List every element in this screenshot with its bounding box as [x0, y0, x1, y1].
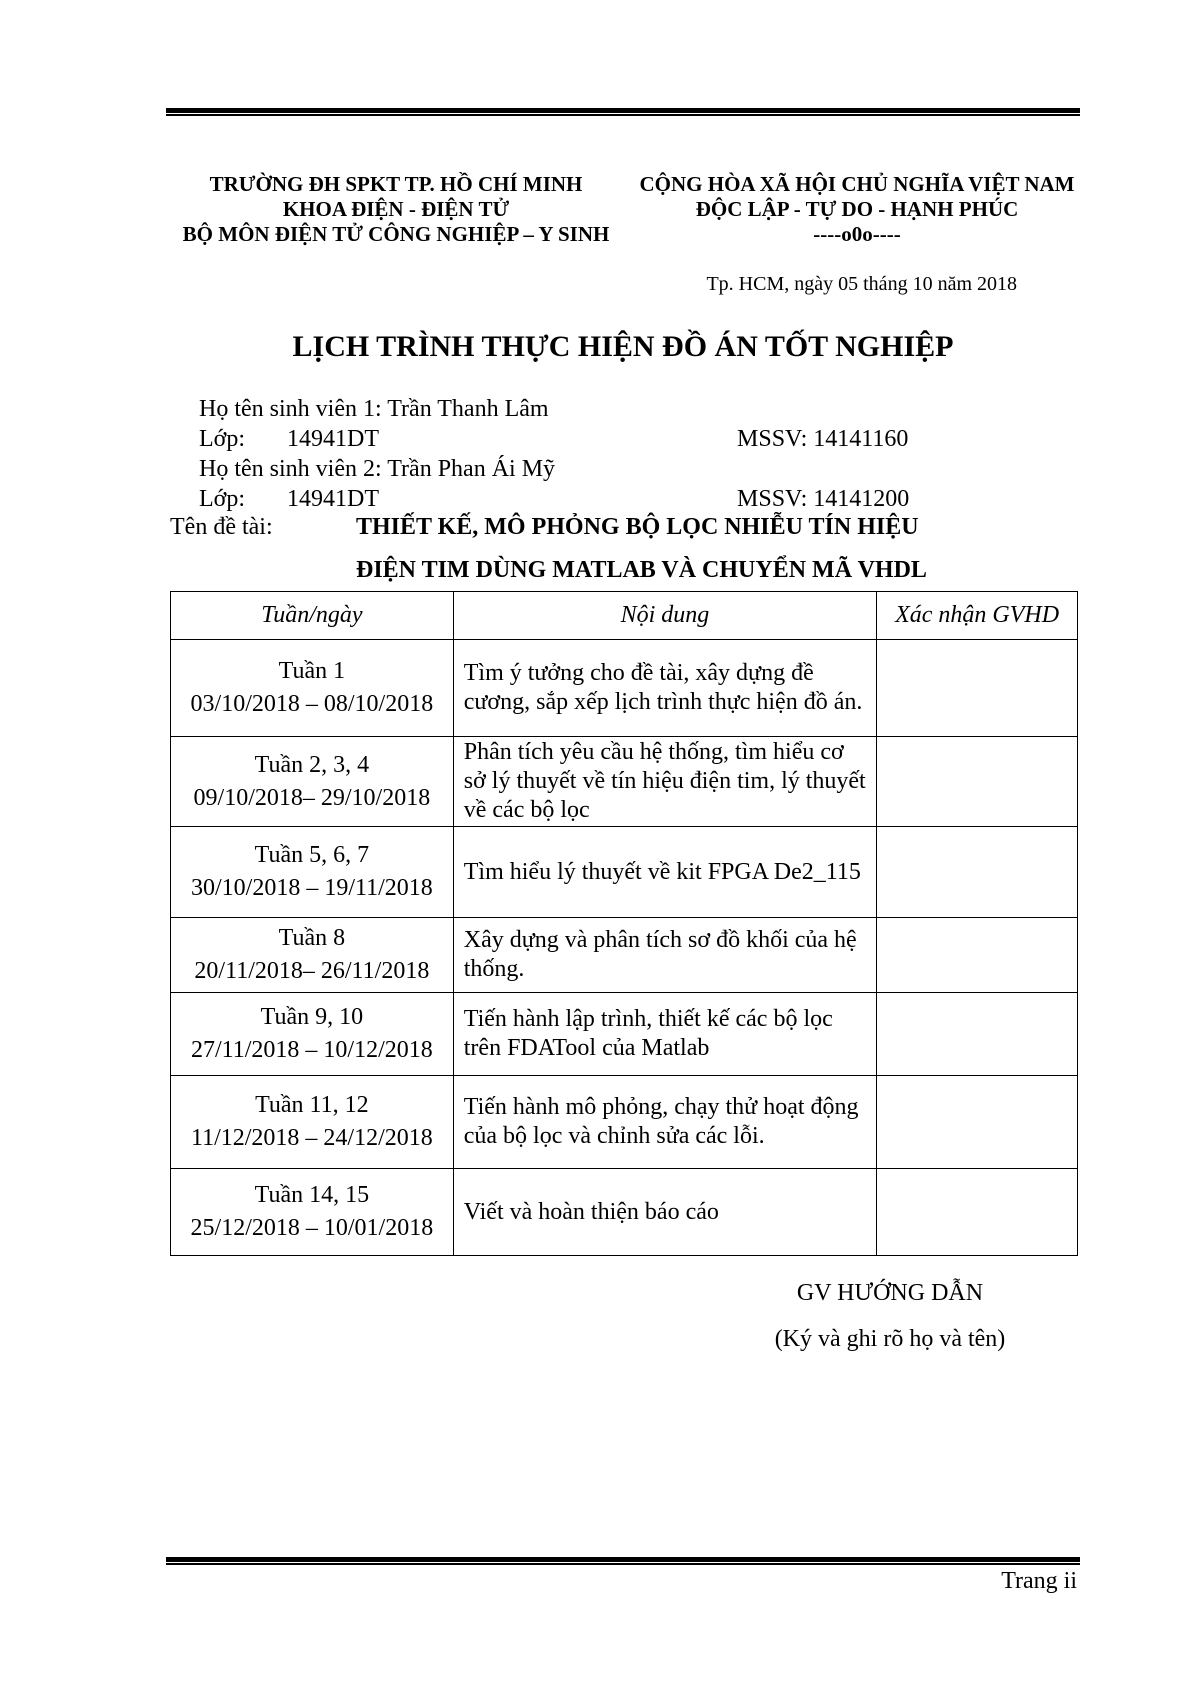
week-dates: 20/11/2018– 26/11/2018	[194, 958, 430, 984]
table-row	[171, 993, 1078, 1076]
table-header-row	[171, 592, 1078, 640]
student-1-class-label: Lớp:	[199, 426, 246, 452]
page-number: Trang ii	[1001, 1568, 1077, 1594]
student-2-name: Trần Phan Ái Mỹ	[387, 456, 556, 482]
student-1-name: Trần Thanh Lâm	[387, 396, 549, 422]
student-2-id-row	[737, 484, 909, 514]
table-row	[171, 827, 1078, 918]
nation-motto: ĐỘC LẬP - TỰ DO - HẠNH PHÚC	[695, 197, 1019, 221]
week-dates: 11/12/2018 – 24/12/2018	[190, 1125, 433, 1151]
date-line: Tp. HCM, ngày 05 tháng 10 năm 2018	[706, 273, 1017, 295]
top-rule	[166, 108, 1080, 116]
week-dates: 30/10/2018 – 19/11/2018	[190, 875, 433, 901]
student-1-class: 14941DT	[287, 426, 379, 452]
content-cell: Viết và hoàn thiện báo cáo	[453, 1169, 876, 1256]
student-2-class-label: Lớp:	[199, 486, 246, 512]
week-label: Tuần 11, 12	[255, 1092, 369, 1118]
signature-note: (Ký và ghi rõ họ và tên)	[774, 1326, 1006, 1352]
table-row	[171, 737, 1078, 827]
week-cell	[171, 827, 454, 918]
week-cell	[171, 993, 454, 1076]
nation-name: CỘNG HÒA XÃ HỘI CHỦ NGHĨA VIỆT NAM	[639, 172, 1075, 196]
student-2-name-label: Họ tên sinh viên 2:	[199, 456, 382, 482]
week-label: Tuần 5, 6, 7	[254, 842, 370, 868]
header-content: Nội dung	[453, 592, 876, 640]
table-row	[171, 640, 1078, 737]
confirm-cell	[877, 827, 1078, 918]
week-dates: 09/10/2018– 29/10/2018	[193, 784, 431, 811]
week-dates: 25/12/2018 – 10/01/2018	[190, 1215, 434, 1241]
confirm-cell	[877, 640, 1078, 737]
schedule-table	[170, 591, 1078, 1256]
week-dates: 03/10/2018 – 08/10/2018	[190, 691, 434, 717]
week-cell	[171, 1169, 454, 1256]
week-label: Tuần 2, 3, 4	[254, 751, 370, 778]
student-1-class-row	[199, 424, 379, 454]
department-name: BỘ MÔN ĐIỆN TỬ CÔNG NGHIỆP – Y SINH	[182, 222, 610, 246]
student-2-id: 14141200	[813, 486, 910, 512]
student-2-name-row	[199, 454, 555, 484]
week-label: Tuần 8	[278, 925, 346, 951]
bottom-rule	[166, 1557, 1080, 1565]
week-dates: 27/11/2018 – 10/12/2018	[190, 1037, 433, 1063]
week-cell	[171, 918, 454, 993]
week-label: Tuần 1	[278, 658, 346, 684]
student-1-id-row	[737, 424, 908, 454]
content-cell: Tiến hành mô phỏng, chạy thử hoạt động của bộ lọc và chỉnh sửa các lỗi.	[453, 1076, 876, 1169]
confirm-cell	[877, 1076, 1078, 1169]
content-cell: Xây dựng và phân tích sơ đồ khối của hệ thống.	[453, 918, 876, 993]
student-1-id-label: MSSV:	[737, 426, 808, 452]
header-confirm: Xác nhận GVHD	[877, 592, 1078, 640]
content-cell: Phân tích yêu cầu hệ thống, tìm hiểu cơ sở lý thuyết về tín hiệu điện tim, lý thuyết về các bộ lọc	[453, 737, 876, 827]
content-cell: Tìm ý tưởng cho đề tài, xây dựng đề cương, sắp xếp lịch trình thực hiện đồ án.	[453, 640, 876, 737]
week-cell	[171, 1076, 454, 1169]
table-row	[171, 1169, 1078, 1256]
week-label: Tuần 9, 10	[260, 1004, 364, 1030]
week-cell	[171, 640, 454, 737]
confirm-cell	[877, 993, 1078, 1076]
topic-title-line-1: THIẾT KẾ, MÔ PHỎNG BỘ LỌC NHIỄU TÍN HIỆU	[356, 514, 919, 540]
content-cell: Tìm hiểu lý thuyết về kit FPGA De2_115	[453, 827, 876, 918]
school-header	[166, 172, 626, 247]
student-2-id-label: MSSV:	[737, 486, 808, 512]
confirm-cell	[877, 918, 1078, 993]
header-week: Tuần/ngày	[171, 592, 454, 640]
faculty-name: KHOA ĐIỆN - ĐIỆN TỬ	[282, 197, 510, 221]
week-label: Tuần 14, 15	[254, 1182, 370, 1208]
student-2-class-row	[199, 484, 379, 514]
header-ornament: ----o0o----	[813, 222, 901, 246]
student-1-name-label: Họ tên sinh viên 1:	[199, 396, 382, 422]
page-title: LỊCH TRÌNH THỰC HIỆN ĐỒ ÁN TỐT NGHIỆP	[292, 330, 954, 363]
content-cell: Tiến hành lập trình, thiết kế các bộ lọc trên FDATool của Matlab	[453, 993, 876, 1076]
table-row	[171, 1076, 1078, 1169]
week-cell	[171, 737, 454, 827]
nation-header	[624, 172, 1090, 247]
table-row	[171, 918, 1078, 993]
student-2-class: 14941DT	[287, 486, 379, 512]
topic-title-line-2: ĐIỆN TIM DÙNG MATLAB VÀ CHUYỂN MÃ VHDL	[356, 557, 927, 583]
student-1-id: 14141160	[813, 426, 909, 452]
confirm-cell	[877, 1169, 1078, 1256]
topic-label: Tên đề tài:	[170, 514, 273, 540]
supervisor-title: GV HƯỚNG DẪN	[796, 1280, 984, 1306]
confirm-cell	[877, 737, 1078, 827]
student-1-name-row	[199, 394, 549, 424]
school-name: TRƯỜNG ĐH SPKT TP. HỒ CHÍ MINH	[209, 172, 583, 196]
